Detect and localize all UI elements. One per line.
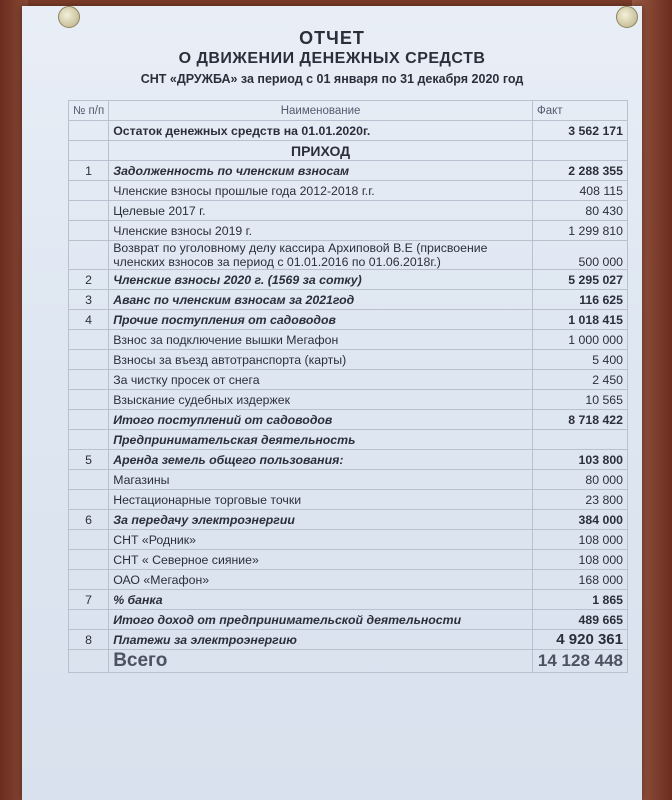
table-row xyxy=(69,470,628,490)
row-label: За передачу электроэнергии xyxy=(109,510,533,530)
col-name-header: Наименование xyxy=(109,101,533,121)
row-label: % банка xyxy=(109,590,533,610)
total-gardeners-label: Итого поступлений от садоводов xyxy=(109,410,533,430)
row-value: 23 800 xyxy=(533,490,628,510)
row-number: 2 xyxy=(69,270,109,290)
row-value: 80 430 xyxy=(533,201,628,221)
table-row xyxy=(69,350,628,370)
row-number: 7 xyxy=(69,590,109,610)
table-header-row xyxy=(69,101,628,121)
row-value: 1 299 810 xyxy=(533,221,628,241)
row-value: 408 115 xyxy=(533,181,628,201)
section-row xyxy=(69,430,628,450)
row-value: 116 625 xyxy=(533,290,628,310)
table-row xyxy=(69,270,628,290)
row-label: СНТ « Северное сияние» xyxy=(109,550,533,570)
row-label: Задолженность по членским взносам xyxy=(109,161,533,181)
opening-value: 3 562 171 xyxy=(533,121,628,141)
row-value: 4 920 361 xyxy=(533,630,628,650)
table-row xyxy=(69,221,628,241)
row-label: За чистку просек от снега xyxy=(109,370,533,390)
row-label: Взносы за въезд автотранспорта (карты) xyxy=(109,350,533,370)
row-value: 384 000 xyxy=(533,510,628,530)
table-row xyxy=(69,290,628,310)
report-subtitle: О ДВИЖЕНИИ ДЕНЕЖНЫХ СРЕДСТВ xyxy=(178,50,486,67)
row-label: Возврат по уголовному делу кассира Архиповой В.Е (присвоение членских взносов за период с 01.01.2016 по 01.06.2018г.) xyxy=(109,241,533,270)
opening-label: Остаток денежных средств на 01.01.2020г. xyxy=(109,121,533,141)
row-value: 2 450 xyxy=(533,370,628,390)
row-label: Членские взносы прошлые года 2012-2018 г.г. xyxy=(109,181,533,201)
table-row xyxy=(69,121,628,141)
row-label: Нестационарные торговые точки xyxy=(109,490,533,510)
table-row xyxy=(69,161,628,181)
pushpin-icon xyxy=(58,6,80,28)
col-num-header: № п/п xyxy=(69,101,109,121)
total-row xyxy=(69,610,628,630)
total-row xyxy=(69,410,628,430)
row-value: 1 018 415 xyxy=(533,310,628,330)
row-label: Прочие поступления от садоводов xyxy=(109,310,533,330)
row-value: 1 865 xyxy=(533,590,628,610)
row-label: Целевые 2017 г. xyxy=(109,201,533,221)
table-row xyxy=(69,181,628,201)
row-value: 1 000 000 xyxy=(533,330,628,350)
row-label: Платежи за электроэнергию xyxy=(109,630,533,650)
table-row xyxy=(69,490,628,510)
report-sheet xyxy=(22,6,642,800)
row-label: Аренда земель общего пользования: xyxy=(109,450,533,470)
table-row xyxy=(69,550,628,570)
income-title: ПРИХОД xyxy=(109,141,533,161)
table-row xyxy=(69,570,628,590)
row-label: Членские взносы 2020 г. (1569 за сотку) xyxy=(109,270,533,290)
table-row xyxy=(69,370,628,390)
grand-total-label: Всего xyxy=(109,650,533,673)
total-gardeners-value: 8 718 422 xyxy=(533,410,628,430)
table-row xyxy=(69,510,628,530)
row-number: 3 xyxy=(69,290,109,310)
row-number: 4 xyxy=(69,310,109,330)
row-value: 5 295 027 xyxy=(533,270,628,290)
table-row xyxy=(69,630,628,650)
row-number: 6 xyxy=(69,510,109,530)
table-row xyxy=(69,590,628,610)
row-label: ОАО «Мегафон» xyxy=(109,570,533,590)
table-row xyxy=(69,450,628,470)
report-table xyxy=(68,100,628,673)
col-fact-header: Факт xyxy=(533,101,628,121)
table-row xyxy=(69,330,628,350)
row-value: 103 800 xyxy=(533,450,628,470)
grand-total-row xyxy=(69,650,628,673)
row-value: 108 000 xyxy=(533,550,628,570)
row-value: 108 000 xyxy=(533,530,628,550)
row-value: 10 565 xyxy=(533,390,628,410)
table-row xyxy=(69,241,628,270)
section-row xyxy=(69,141,628,161)
row-number: 1 xyxy=(69,161,109,181)
row-label: Взнос за подключение вышки Мегафон xyxy=(109,330,533,350)
row-value: 80 000 xyxy=(533,470,628,490)
row-number: 5 xyxy=(69,450,109,470)
table-row xyxy=(69,310,628,330)
row-label: Взыскание судебных издержек xyxy=(109,390,533,410)
grand-total-value: 14 128 448 xyxy=(533,650,628,673)
row-number: 8 xyxy=(69,630,109,650)
report-period: СНТ «ДРУЖБА» за период с 01 января по 31 декабря 2020 год xyxy=(140,72,524,86)
table-row xyxy=(69,530,628,550)
row-value: 5 400 xyxy=(533,350,628,370)
row-value: 2 288 355 xyxy=(533,161,628,181)
total-business-label: Итого доход от предпринимательской деятельности xyxy=(109,610,533,630)
row-label: Членские взносы 2019 г. xyxy=(109,221,533,241)
row-value: 500 000 xyxy=(533,241,628,270)
total-business-value: 489 665 xyxy=(533,610,628,630)
table-row xyxy=(69,390,628,410)
table-row xyxy=(69,201,628,221)
report-title: ОТЧЕТ xyxy=(299,28,365,48)
row-label: Магазины xyxy=(109,470,533,490)
row-value: 168 000 xyxy=(533,570,628,590)
row-label: СНТ «Родник» xyxy=(109,530,533,550)
business-title: Предпринимательская деятельность xyxy=(109,430,533,450)
pushpin-icon xyxy=(616,6,638,28)
row-label: Аванс по членским взносам за 2021год xyxy=(109,290,533,310)
